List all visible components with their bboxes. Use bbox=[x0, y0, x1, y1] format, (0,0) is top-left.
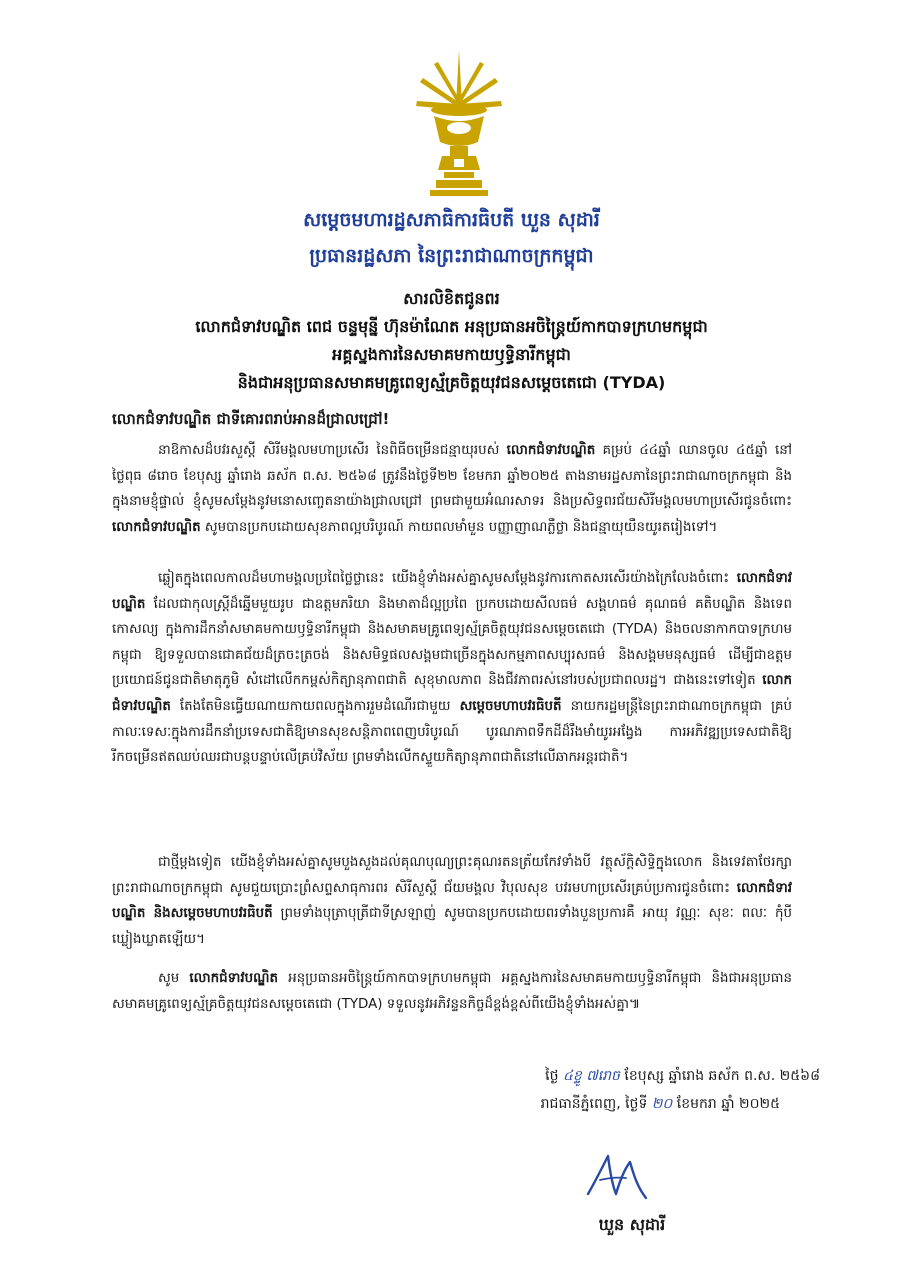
paragraph-2: ឆ្លៀតក្នុងពេលកាលដ៏មហាមង្គលប្រពៃថ្លៃថ្លានេះ យើងខ្ញុំទាំងអស់គ្នាសូមសម្តែងនូវការកោតសរសើរយ៉ាងក្រៃលែងចំពោះ លោកជំទាវបណ្ឌិត ដែលជាកុលស្ត្រីដ៏ឆ្នើមមួយរូប ជាឧត្តមភរិយា និងមាតាដ៏ល្អប្រពៃ ប្រកបដោយសីលធម៌ សង្គហធម៌ គុណធម៌ គតិបណ្ឌិត និងទេពកោសល្យ ក្នុងការដឹកនាំសមាគមកាយឫទ្ធិនារីកម្ពុជា និងសមាគមគ្រូពេទ្យស្ម័គ្រចិត្តយុវជនសម្តេចតេជោ (TYDA) និងចលនាកាកបាទក្រហមកម្ពុជា ឱ្យទទួលបានជោគជ័យដ៏ត្រចះត្រចង់ និងសមិទ្ធផលសង្គមជាច្រើនក្នុងសកម្មភាពសប្បុរសធម៌ និងសង្គមមនុស្សធម៌ ដើម្បីជាឧត្តមប្រយោជន៍ជូនជាតិមាតុភូមិ សំដៅលើកកម្ពស់កិត្យានុភាពជាតិ សុខុមាលភាព និងជីវភាពរស់នៅរបស់ប្រជាពលរដ្ឋ។ ជាងនេះទៅទៀត លោកជំទាវបណ្ឌិត តែងតែមិនធ្វើយណាយកាយពលក្នុងការរួមដំណើរជាមួយ សម្តេចមហាបវរធិបតី នាយករដ្ឋមន្ត្រីនៃព្រះរាជាណាចក្រកម្ពុជា គ្រប់កាលៈទេសៈក្នុងការដឹកនាំប្រទេសជាតិឱ្យមានសុខសន្តិភាពពេញបរិបូរណ៍ បូរណភាពទឹកដីដ៏រឹងមាំយូរអង្វែង ការអភិវឌ្ឍប្រទេសជាតិឱ្យរីកចម្រើនឥតឈប់ឈរជាបន្តបន្ទាប់លើគ្រប់វិស័យ ព្រមទាំងលើកស្ទួយកិត្យានុភាពជាតិនៅលើឆាកអន្តរជាតិ។ bbox=[112, 571, 793, 766]
recipient-line-3: និងជាអនុប្រធានសមាគមគ្រូពេទ្យស្ម័គ្រចិត្តយុវជនសម្តេចតេជោ (TYDA) bbox=[237, 373, 666, 392]
sender-title: សម្តេចមហារដ្ឋសភាធិការធិបតី ឃួន សុដារី bbox=[303, 209, 600, 231]
salutation: លោកជំទាវបណ្ឌិត ជាទីគោរពរាប់អានដ៏ជ្រាលជ្រៅ! bbox=[112, 410, 390, 428]
signature-icon bbox=[582, 1150, 656, 1206]
paragraph-3: ជាថ្មីម្តងទៀត យើងខ្ញុំទាំងអស់គ្នាសូមបួងសួងដល់គុណបុណ្យព្រះគុណរតនត្រ័យកែវទាំងបី វត្ថុស័ក្តិសិទ្ធិក្នុងលោក និងទេវតាថែរក្សាព្រះរាជាណាចក្រកម្ពុជា សូមជួយប្រោះព្រំសព្ទសាធុការពរ សិរីសួស្តី ជ័យមង្គល វិបុលសុខ បវរមហាប្រសើរគ្រប់ប្រការជូនចំពោះ លោកជំទាវបណ្ឌិត និងសម្តេចមហាបវរធិបតី ព្រមទាំងបុត្រាបុត្រីជាទីស្រឡាញ់ សូមបានប្រកបដោយពរទាំងបួនប្រការគឺ អាយុ វណ្ណៈ សុខៈ ពលៈ កុំបីឃ្លៀងឃ្លាតឡើយ។ bbox=[112, 855, 792, 947]
signer-name: ឃួន សុដារី bbox=[598, 1215, 666, 1234]
letter-subject: សារលិខិតជូនពរ bbox=[403, 289, 500, 308]
paragraph-1: នាឱកាសដ៏បវរសួស្តី សិរីមង្គលមហាប្រសើរ នៃពិធីចម្រើនជន្មាយុរបស់ លោកជំទាវបណ្ឌិត គម្រប់ ៤៤ឆ្នាំ ឈានចូល ៤៥ឆ្នាំ នៅថ្ងៃពុធ ៨រោច ខែបុស្ស ឆ្នាំរោង ឆស័ក ព.ស. ២៥៦៨ ត្រូវនឹងថ្ងៃទី២២ ខែមករា ឆ្នាំ២០២៥ តាងនាមរដ្ឋសភានៃព្រះរាជាណាចក្រកម្ពុជា និងក្នុងនាមខ្ញុំផ្ទាល់ ខ្ញុំសូមសម្តែងនូវមនោសញ្ចេតនាយ៉ាងជ្រាលជ្រៅ ព្រមជាមួយអំណរសាទរ និងប្រសិទ្ធពរជ័យសិរីមង្គលមហាប្រសើរជូនចំពោះ លោកជំទាវបណ្ឌិត សូមបានប្រកបដោយសុខភាពល្អបរិបូរណ៍ កាយពលមាំមួន បញ្ញាញាណភ្លឺថ្លា និងជន្មាយុយឺនយូរតរៀងទៅ។ bbox=[112, 443, 792, 535]
lunar-date: ថ្ងៃ ៤ខ្ទូ ៧រោច ខែបុស្ស ឆ្នាំរោង ឆស័ក ព.ស. ២៥៦៨ bbox=[545, 1068, 820, 1084]
solar-date: រាជធានីភ្នំពេញ, ថ្ងៃទី ២០ ខែមករា ឆ្នាំ ២០២៥ bbox=[540, 1096, 780, 1112]
recipient-line-2: អគ្គស្នងការនៃសមាគមកាយឫទ្ធិនារីកម្ពុជា bbox=[332, 345, 571, 364]
sender-position: ប្រធានរដ្ឋសភា នៃព្រះរាជាណាចក្រកម្ពុជា bbox=[309, 245, 594, 267]
recipient-line-1: លោកជំទាវបណ្ឌិត ពេជ ចន្ទមុន្នី ហ៊ុនម៉ាណែត អនុប្រធានអចិន្ត្រៃយ៍កាកបាទក្រហមកម្ពុជា bbox=[195, 317, 708, 336]
paragraph-4: សូម លោកជំទាវបណ្ឌិត អនុប្រធានអចិន្ត្រៃយ៍កាកបាទក្រហមកម្ពុជា អគ្គស្នងការនៃសមាគមកាយឫទ្ធិនារីកម្ពុជា និងជាអនុប្រធានសមាគមគ្រូពេទ្យស្ម័គ្រចិត្តយុវជនសម្តេចតេជោ (TYDA) ទទួលនូវអភិវន្ទនកិច្ចដ៏ខ្ពង់ខ្ពស់ពីយើងខ្ញុំទាំងអស់គ្នា៕ bbox=[112, 971, 792, 1012]
national-assembly-emblem-icon bbox=[414, 46, 504, 198]
